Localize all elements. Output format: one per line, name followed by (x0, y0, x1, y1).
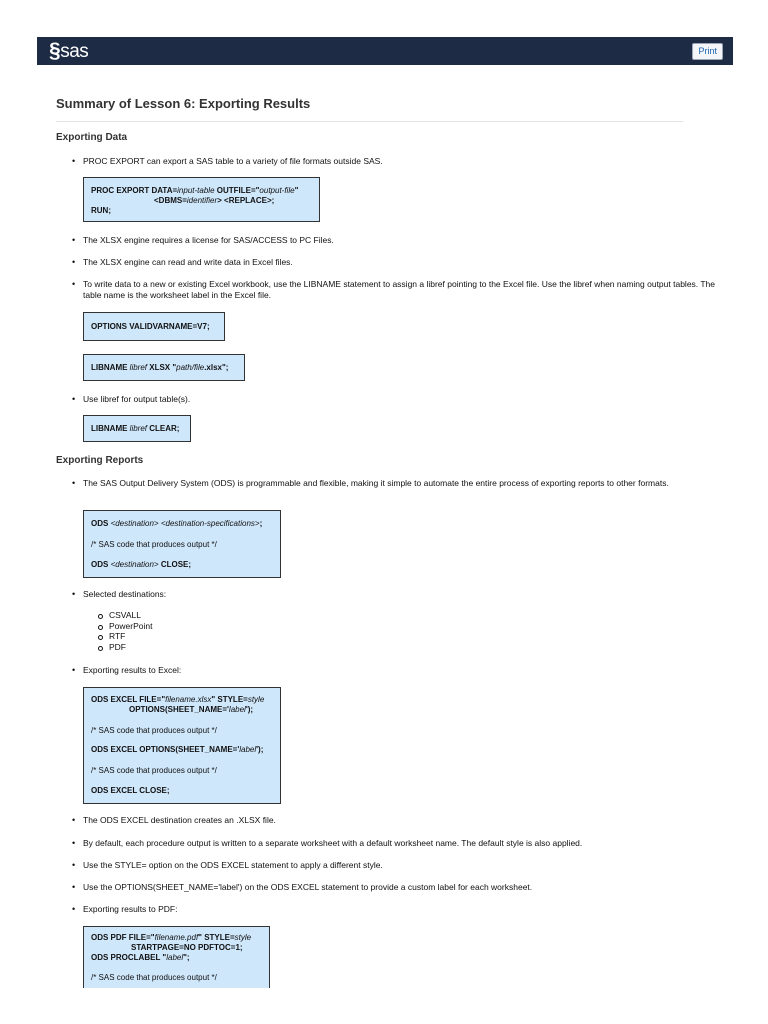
code-text: OPTIONS(SHEET_NAME=' (129, 705, 229, 714)
code-text: output-file (259, 186, 295, 195)
list-item: • Exporting results to PDF: (83, 904, 723, 915)
code-block-libname (83, 354, 245, 381)
code-text: ODS (91, 519, 111, 528)
code-text: " STYLE= (198, 933, 235, 942)
list-item: • Use libref for output table(s). (83, 394, 723, 405)
section-heading-exporting-data: Exporting Data (56, 132, 128, 143)
code-text: " STYLE= (211, 695, 248, 704)
sas-logo-mark: § (49, 39, 61, 62)
code-text: CLEAR; (147, 424, 180, 433)
list-item: • By default, each procedure output is written to a separate worksheet with a default worksheet name. The default style is also applied. (83, 838, 723, 849)
code-text: LIBNAME (91, 363, 130, 372)
code-text: ODS EXCEL CLOSE; (91, 786, 170, 795)
code-text: label (239, 745, 257, 754)
code-text: identifier (186, 196, 218, 205)
code-text: style (234, 933, 252, 942)
list-item: • The XLSX engine requires a license for SAS/ACCESS to PC Files. (83, 235, 723, 246)
code-text: filename.xlsx (165, 695, 212, 704)
code-text: libref (129, 424, 148, 433)
code-text: RUN; (91, 206, 111, 215)
destination-list (97, 610, 152, 652)
code-text: .xlsx"; (204, 363, 229, 372)
code-comment: /* SAS code that produces output */ (91, 973, 217, 982)
code-text: OPTIONS VALIDVARNAME=V7; (91, 322, 210, 331)
code-text: CLOSE; (158, 560, 192, 569)
code-text: ODS PROCLABEL " (91, 953, 167, 962)
code-text: XLSX " (147, 363, 177, 372)
list-item: • To write data to a new or existing Excel workbook, use the LIBNAME statement to assign a libref pointing to the Excel file. Use the libref when naming output tables. The table name is the worksheet label in the Excel file. (83, 279, 723, 300)
code-text: <destination-specifications> (160, 519, 260, 528)
list-item: • PROC EXPORT can export a SAS table to a variety of file formats outside SAS. (83, 156, 723, 167)
code-text: "; (183, 953, 190, 962)
code-text: ODS EXCEL OPTIONS(SHEET_NAME=' (91, 745, 240, 754)
code-block-proc-export (83, 177, 320, 222)
print-button[interactable]: Print (692, 43, 723, 60)
code-text: libref (129, 363, 148, 372)
code-block-ods-pdf (83, 926, 270, 988)
sub-list-item: CSVALL (97, 610, 152, 621)
code-text: OUTFILE=" (214, 186, 260, 195)
code-text: PROC EXPORT DATA= (91, 186, 178, 195)
code-block-libname-clear (83, 415, 191, 442)
list-item: • Selected destinations: (83, 589, 723, 600)
code-text: '); (245, 705, 254, 714)
code-text: '); (256, 745, 264, 754)
sas-logo-text: sas (60, 41, 89, 62)
code-text: filename.pdf (154, 933, 199, 942)
sub-list-item: PowerPoint (97, 621, 152, 632)
code-text: <destination> (110, 519, 159, 528)
code-text: ODS PDF FILE=" (91, 933, 155, 942)
code-text: path/file (176, 363, 205, 372)
list-item: • Exporting results to Excel: (83, 665, 723, 676)
code-text: > <REPLACE>; (217, 196, 275, 205)
code-block-ods-generic (83, 510, 281, 578)
code-text: <destination> (110, 560, 159, 569)
title-divider (56, 121, 683, 122)
code-text: ODS (91, 560, 111, 569)
code-text: <DBMS= (154, 196, 187, 205)
code-comment: /* SAS code that produces output */ (91, 766, 217, 775)
code-text: input-table (177, 186, 215, 195)
code-text: STARTPAGE=NO PDFTOC=1; (131, 943, 243, 952)
list-item: • The ODS EXCEL destination creates an .XLSX file. (83, 815, 723, 826)
code-block-options (83, 312, 225, 341)
page-title: Summary of Lesson 6: Exporting Results (56, 96, 311, 111)
list-item: • Use the STYLE= option on the ODS EXCEL statement to apply a different style. (83, 860, 723, 871)
code-text: LIBNAME (91, 424, 130, 433)
list-item: • Use the OPTIONS(SHEET_NAME='label') on the ODS EXCEL statement to provide a custom label for each worksheet. (83, 882, 723, 893)
code-text: style (247, 695, 265, 704)
code-text: ODS EXCEL FILE=" (91, 695, 166, 704)
section-heading-exporting-reports: Exporting Reports (56, 455, 144, 466)
sas-logo (49, 39, 88, 63)
header-bar (37, 37, 733, 65)
list-item: • The XLSX engine can read and write data in Excel files. (83, 257, 723, 268)
code-text: " (294, 186, 299, 195)
code-block-ods-excel (83, 687, 281, 804)
code-text: label (228, 705, 246, 714)
sub-list-item: PDF (97, 642, 152, 653)
code-comment: /* SAS code that produces output */ (91, 726, 217, 735)
code-text: label (166, 953, 184, 962)
code-text: ; (259, 519, 263, 528)
sub-list-item: RTF (97, 631, 152, 642)
list-item: • The SAS Output Delivery System (ODS) is programmable and flexible, making it simple to automate the entire process of exporting reports to other formats. (83, 478, 723, 489)
code-comment: /* SAS code that produces output */ (91, 540, 217, 549)
